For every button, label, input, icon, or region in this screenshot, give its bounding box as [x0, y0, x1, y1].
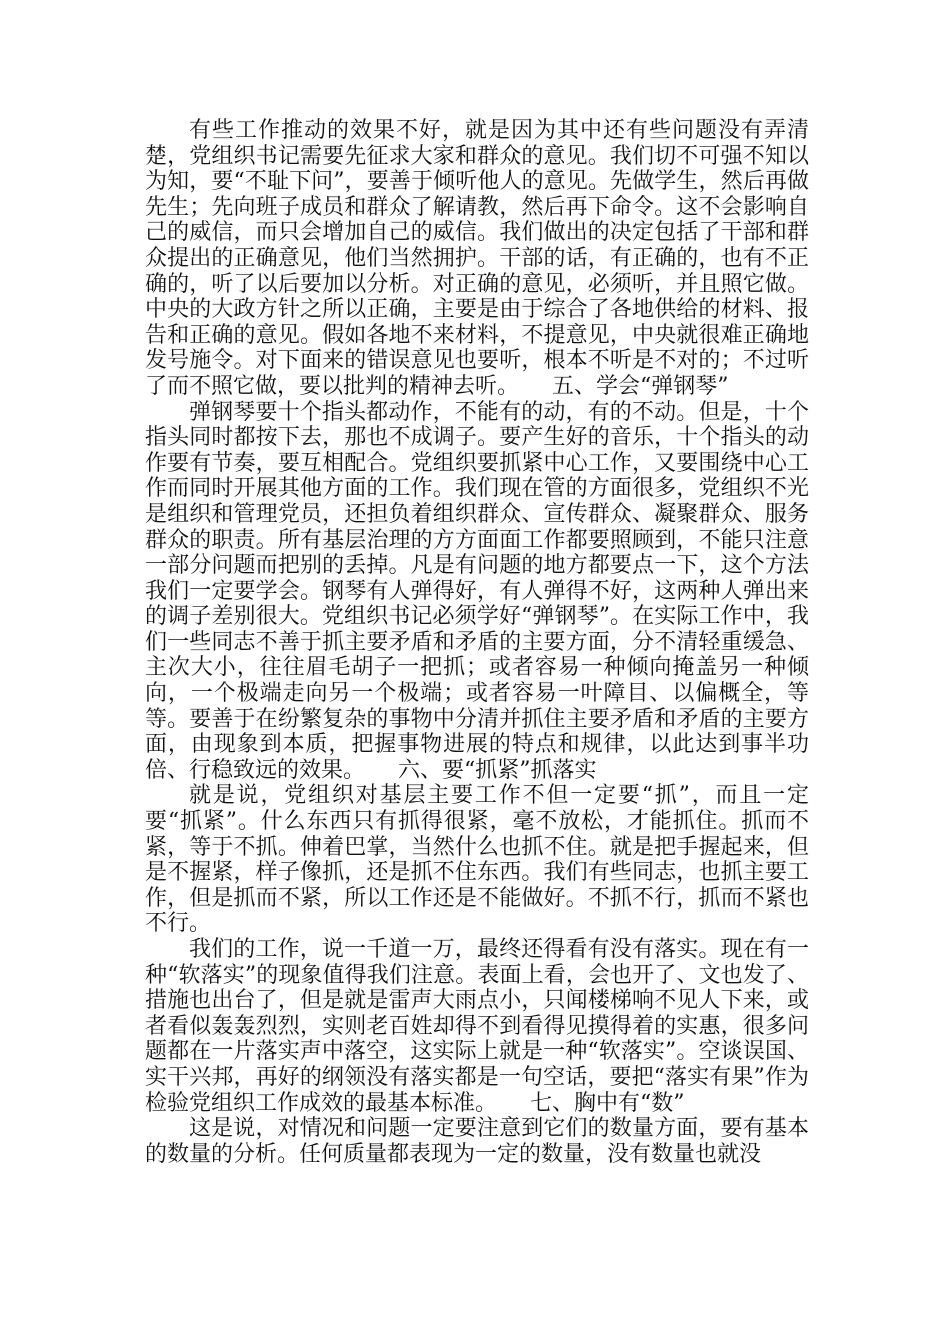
paragraph-2: 弹钢琴要十个指头都动作，不能有的动，有的不动。但是，十个指头同时都按下去，那也不成调子。要产生好的音乐，十个指头的动作要有节奏，要互相配合。党组织要抓紧中心工作，又要围绕中心工作而同时开展其他方面的工作。我们现在管的方面很多，党组织不光是组织和管理党员，还担负着组织群众、宣传群众、凝聚群众、服务群众的职责。所有基层治理的方方面面工作都要照顾到，不能只注意一部分问题而把别的丢掉。凡是有问题的地方都要点一下，这个方法我们一定要学会。钢琴有人弹得好，有人弹得不好，这两种人弹出来的调子差别很大。党组织书记必须学好“弹钢琴”。在实际工作中，我们一些同志不善于抓主要矛盾和矛盾的主要方面，分不清轻重缓急、主次大小，往往眉毛胡子一把抓；或者容易一种倾向掩盖另一种倾向，一个极端走向另一个极端；或者容易一叶障目、以偏概全，等等。要善于在纷繁复杂的事物中分清并抓住主要矛盾和矛盾的主要方面，由现象到本质，把握事物进展的特点和规律，以此达到事半功倍、行稳致远的效果。 六、要“抓紧”抓落实 — [145, 399, 809, 783]
paragraph-5: 这是说，对情况和问题一定要注意到它们的数量方面，要有基本的数量的分析。任何质量都表现为一定的数量，没有数量也就没 — [145, 1116, 809, 1167]
paragraph-4: 我们的工作，说一千道一万，最终还得看有没有落实。现在有一种“软落实”的现象值得我们注意。表面上看，会也开了、文也发了、措施也出台了，但是就是雷声大雨点小，只闻楼梯响不见人下来，或者看似轰轰烈烈，实则老百姓却得不到看得见摸得着的实惠，很多问题都在一片落实声中落空，这实际上就是一种“软落实”。空谈误国、实干兴邦，再好的纲领没有落实都是一句空话，要把“落实有果”作为检验党组织工作成效的最基本标准。 七、胸中有“数” — [145, 937, 809, 1116]
paragraph-3: 就是说，党组织对基层主要工作不但一定要“抓”，而且一定要“抓紧”。什么东西只有抓得很紧，毫不放松，才能抓住。抓而不紧，等于不抓。伸着巴掌，当然什么也抓不住。就是把手握起来，但是不握紧，样子像抓，还是抓不住东西。我们有些同志，也抓主要工作，但是抓而不紧，所以工作还是不能做好。不抓不行，抓而不紧也不行。 — [145, 783, 809, 937]
paragraph-1: 有些工作推动的效果不好，就是因为其中还有些问题没有弄清楚，党组织书记需要先征求大家和群众的意见。我们切不可强不知以为知，要“不耻下问”，要善于倾听他人的意见。先做学生，然后再做先生；先向班子成员和群众了解请教，然后再下命令。这不会影响自己的威信，而只会增加自己的威信。我们做出的决定包括了干部和群众提出的正确意见，他们当然拥护。干部的话，有正确的，也有不正确的，听了以后要加以分析。对正确的意见，必须听，并且照它做。中央的大政方针之所以正确，主要是由于综合了各地供给的材料、报告和正确的意见。假如各地不来材料，不提意见，中央就很难正确地发号施令。对下面来的错误意见也要听，根本不听是不对的；不过听了而不照它做，要以批判的精神去听。 五、学会“弹钢琴” — [145, 118, 809, 399]
document-body — [145, 118, 809, 1167]
